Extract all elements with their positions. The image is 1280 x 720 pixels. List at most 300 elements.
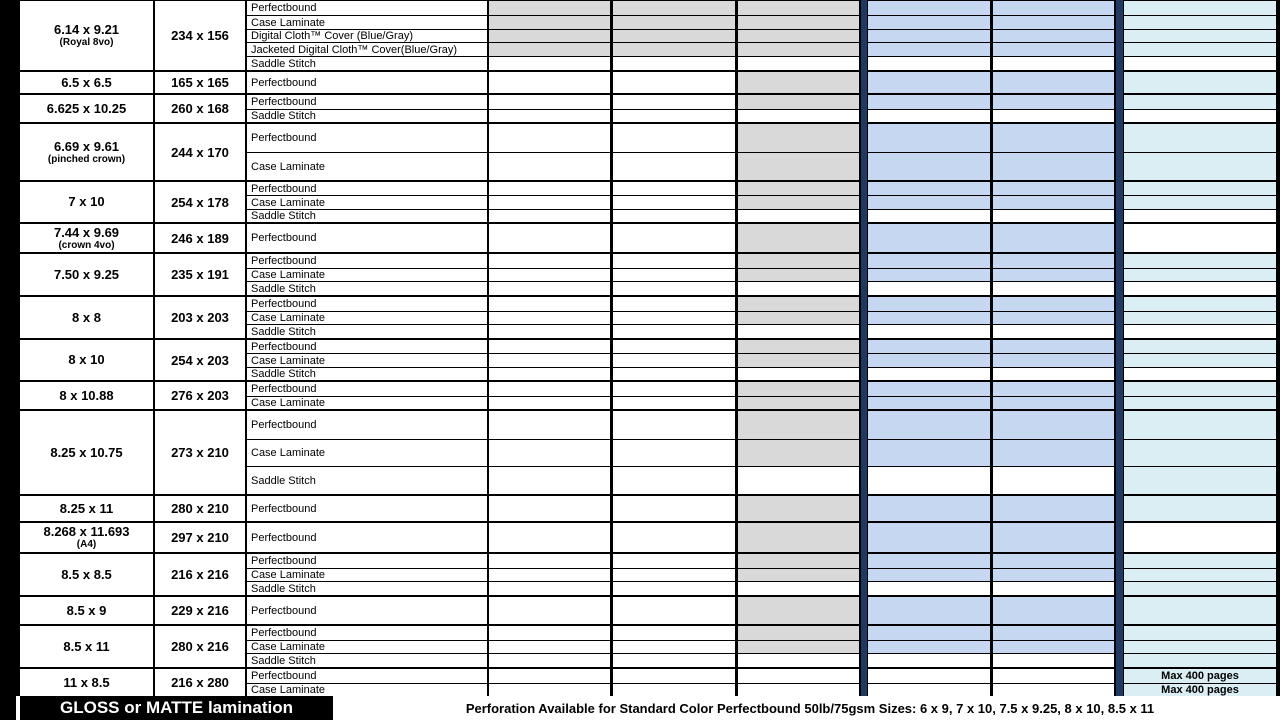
availability-cell [1124, 411, 1276, 439]
availability-cell [1124, 196, 1276, 209]
trim-size-inches [20, 496, 153, 521]
trim-size-mm: 260 x 168 [155, 95, 245, 122]
availability-cell [738, 282, 859, 295]
availability-cell [613, 210, 735, 222]
binding-type: Perfectbound [247, 340, 487, 353]
availability-cell [1124, 582, 1276, 595]
availability-cell [1124, 440, 1276, 466]
availability-cell [613, 153, 735, 180]
availability-cell [613, 16, 735, 29]
availability-cell [489, 1, 610, 15]
trim-size-value: 7 x 10 [68, 194, 105, 209]
availability-cell [738, 597, 859, 624]
availability-cell [489, 554, 610, 568]
availability-cell [738, 684, 859, 696]
availability-cell [993, 354, 1114, 367]
availability-cell [868, 297, 990, 311]
availability-cell [993, 684, 1114, 696]
binding-type: Saddle Stitch [247, 467, 487, 494]
trim-size-value: 8 x 8 [72, 309, 101, 325]
trim-size-subtitle: (A4) [76, 539, 97, 550]
availability-cell [868, 30, 990, 42]
availability-cell [613, 182, 735, 195]
availability-cell [868, 254, 990, 268]
trim-size-inches [20, 1, 153, 70]
trim-size-value: 7.50 x 9.25 [53, 266, 120, 282]
availability-cell [738, 654, 859, 667]
availability-cell [1124, 95, 1276, 109]
availability-cell [868, 641, 990, 653]
availability-cell [868, 354, 990, 367]
availability-cell [993, 467, 1114, 494]
availability-cell [993, 597, 1114, 624]
availability-cell [489, 254, 610, 268]
availability-cell [993, 554, 1114, 568]
availability-cell [993, 72, 1114, 93]
availability-cell [993, 210, 1114, 222]
availability-cell [1124, 182, 1276, 195]
availability-cell [1124, 269, 1276, 281]
availability-cell [489, 654, 610, 667]
trim-size-inches [20, 554, 153, 595]
trim-size-mm: 280 x 210 [155, 496, 245, 521]
availability-cell [738, 224, 859, 252]
lamination-label: GLOSS or MATTE lamination [20, 696, 333, 720]
availability-cell [489, 569, 610, 581]
binding-type: Case Laminate [247, 569, 487, 581]
availability-cell [993, 124, 1114, 152]
trim-size-mm: 254 x 178 [155, 182, 245, 222]
availability-cell [738, 269, 859, 281]
trim-size-inches [20, 382, 153, 409]
availability-cell [993, 312, 1114, 324]
availability-cell [489, 440, 610, 466]
trim-size-value: 11 x 8.5 [63, 674, 110, 690]
binding-type: Saddle Stitch [247, 210, 487, 222]
binding-type: Saddle Stitch [247, 582, 487, 595]
trim-size-mm: 273 x 210 [155, 411, 245, 494]
availability-cell [868, 95, 990, 109]
availability-cell [613, 626, 735, 640]
availability-cell [993, 297, 1114, 311]
trim-size-inches [20, 224, 153, 252]
binding-type: Case Laminate [247, 397, 487, 409]
trim-size-mm: 297 x 210 [155, 523, 245, 552]
trim-size-inches [20, 597, 153, 624]
availability-cell [738, 397, 859, 409]
column-group-separator [861, 0, 867, 696]
availability-cell [1124, 297, 1276, 311]
availability-cell [489, 43, 610, 56]
trim-size-value: 6.625 x 10.25 [46, 100, 127, 116]
availability-cell [1124, 210, 1276, 222]
availability-cell [613, 340, 735, 353]
availability-cell [489, 72, 610, 93]
availability-cell [868, 669, 990, 683]
availability-cell [489, 684, 610, 696]
availability-cell [868, 411, 990, 439]
availability-cell [738, 569, 859, 581]
trim-size-inches [20, 340, 153, 380]
availability-cell [613, 368, 735, 380]
availability-cell [868, 16, 990, 29]
trim-size-mm: 203 x 203 [155, 297, 245, 338]
availability-cell [1124, 153, 1276, 180]
trim-size-mm: 276 x 203 [155, 382, 245, 409]
availability-cell [868, 368, 990, 380]
availability-cell [738, 110, 859, 122]
availability-cell [868, 196, 990, 209]
binding-type: Case Laminate [247, 684, 487, 696]
binding-type: Case Laminate [247, 196, 487, 209]
availability-cell [868, 397, 990, 409]
binding-type: Perfectbound [247, 297, 487, 311]
binding-type: Perfectbound [247, 224, 487, 252]
availability-cell [489, 382, 610, 396]
availability-cell [738, 43, 859, 56]
availability-cell [993, 569, 1114, 581]
availability-cell [993, 269, 1114, 281]
availability-cell [868, 684, 990, 696]
trim-size-value: 8.268 x 11.693 [43, 524, 130, 539]
availability-cell [613, 641, 735, 653]
trim-size-inches [20, 72, 153, 93]
binding-type: Case Laminate [247, 16, 487, 29]
availability-cell [489, 669, 610, 683]
binding-type: Perfectbound [247, 669, 487, 683]
availability-cell [613, 43, 735, 56]
availability-cell [489, 182, 610, 195]
availability-cell [613, 397, 735, 409]
trim-size-inches [20, 411, 153, 494]
binding-type: Perfectbound [247, 626, 487, 640]
availability-cell [489, 153, 610, 180]
availability-cell [868, 654, 990, 667]
availability-cell [738, 440, 859, 466]
binding-type: Case Laminate [247, 153, 487, 180]
availability-cell [613, 282, 735, 295]
availability-cell [489, 30, 610, 42]
availability-cell [738, 95, 859, 109]
availability-cell [613, 569, 735, 581]
availability-cell [489, 57, 610, 70]
binding-type: Digital Cloth™ Cover (Blue/Gray) [247, 30, 487, 42]
availability-cell [868, 340, 990, 353]
binding-type: Case Laminate [247, 354, 487, 367]
binding-type: Saddle Stitch [247, 654, 487, 667]
availability-cell [489, 224, 610, 252]
binding-type: Saddle Stitch [247, 282, 487, 295]
availability-cell [613, 582, 735, 595]
binding-type: Saddle Stitch [247, 57, 487, 70]
trim-size-value: 8 x 10 [68, 352, 105, 367]
trim-size-value: 7.44 x 9.69 [53, 224, 120, 240]
availability-cell [738, 641, 859, 653]
binding-type: Saddle Stitch [247, 325, 487, 338]
availability-cell [489, 340, 610, 353]
availability-cell [868, 72, 990, 93]
availability-cell [613, 30, 735, 42]
availability-cell [993, 368, 1114, 380]
availability-cell [613, 124, 735, 152]
availability-cell [738, 182, 859, 195]
availability-cell [1124, 569, 1276, 581]
trim-size-value: 8.5 x 11 [63, 638, 110, 654]
availability-cell [993, 669, 1114, 683]
trim-size-value: 8.25 x 11 [59, 500, 114, 516]
availability-cell [1124, 368, 1276, 380]
availability-cell [738, 153, 859, 180]
trim-size-mm: 216 x 216 [155, 554, 245, 595]
availability-cell [738, 210, 859, 222]
trim-size-value: 8.5 x 9 [66, 602, 107, 618]
availability-cell [489, 467, 610, 494]
availability-cell [868, 1, 990, 15]
availability-cell [868, 597, 990, 624]
availability-cell [1124, 282, 1276, 295]
availability-cell [993, 254, 1114, 268]
availability-cell [738, 467, 859, 494]
availability-cell [738, 72, 859, 93]
page-limit-note: Max 400 pages [1124, 669, 1276, 683]
availability-cell [1124, 554, 1276, 568]
availability-cell [1124, 312, 1276, 324]
trim-size-subtitle: (pinched crown) [47, 153, 126, 165]
availability-cell [1124, 30, 1276, 42]
column-group-separator [1116, 0, 1123, 696]
left-border-strip [0, 0, 16, 720]
availability-cell [738, 411, 859, 439]
availability-cell [1124, 16, 1276, 29]
trim-size-value: 6.14 x 9.21 [53, 22, 120, 37]
availability-cell [738, 254, 859, 268]
availability-cell [613, 554, 735, 568]
availability-cell [489, 269, 610, 281]
availability-cell [1124, 254, 1276, 268]
availability-cell [613, 597, 735, 624]
availability-cell [993, 57, 1114, 70]
availability-cell [993, 95, 1114, 109]
availability-cell [613, 269, 735, 281]
availability-cell [613, 382, 735, 396]
availability-cell [993, 182, 1114, 195]
availability-cell [489, 523, 610, 552]
availability-cell [1124, 124, 1276, 152]
availability-cell [993, 325, 1114, 338]
trim-size-inches [20, 254, 153, 295]
availability-cell [738, 312, 859, 324]
availability-cell [489, 124, 610, 152]
availability-cell [1124, 57, 1276, 70]
trim-size-inches [20, 95, 153, 122]
availability-cell [1124, 496, 1276, 521]
availability-cell [613, 496, 735, 521]
binding-type: Saddle Stitch [247, 368, 487, 380]
availability-cell [613, 467, 735, 494]
trim-size-value: 6.5 x 6.5 [61, 74, 112, 90]
trim-size-inches [20, 523, 153, 552]
availability-cell [738, 30, 859, 42]
binding-type: Perfectbound [247, 95, 487, 109]
availability-cell [993, 397, 1114, 409]
availability-cell [868, 269, 990, 281]
availability-cell [868, 554, 990, 568]
availability-cell [868, 382, 990, 396]
availability-cell [993, 523, 1114, 552]
availability-cell [613, 1, 735, 15]
binding-type: Case Laminate [247, 312, 487, 324]
availability-cell [868, 110, 990, 122]
binding-type: Case Laminate [247, 440, 487, 466]
availability-cell [993, 110, 1114, 122]
trim-size-value: 8.25 x 10.75 [50, 444, 123, 460]
availability-cell [868, 282, 990, 295]
availability-cell [489, 368, 610, 380]
availability-cell [613, 297, 735, 311]
availability-cell [489, 325, 610, 338]
availability-cell [613, 95, 735, 109]
availability-cell [613, 440, 735, 466]
availability-cell [993, 1, 1114, 15]
trim-size-mm: 229 x 216 [155, 597, 245, 624]
availability-cell [1124, 1, 1276, 15]
availability-cell [738, 368, 859, 380]
binding-type: Perfectbound [247, 411, 487, 439]
availability-cell [868, 440, 990, 466]
availability-cell [738, 382, 859, 396]
availability-cell [738, 669, 859, 683]
trim-size-mm: 234 x 156 [155, 1, 245, 70]
binding-type: Perfectbound [247, 182, 487, 195]
availability-cell [738, 554, 859, 568]
binding-type: Case Laminate [247, 641, 487, 653]
availability-cell [1124, 354, 1276, 367]
binding-type: Perfectbound [247, 254, 487, 268]
trim-size-mm: 216 x 280 [155, 669, 245, 696]
availability-cell [1124, 224, 1276, 252]
availability-cell [993, 411, 1114, 439]
trim-size-mm: 165 x 165 [155, 72, 245, 93]
availability-cell [738, 297, 859, 311]
availability-cell [738, 354, 859, 367]
binding-type: Perfectbound [247, 72, 487, 93]
availability-cell [489, 582, 610, 595]
trim-size-subtitle: (Royal 8vo) [59, 37, 114, 48]
availability-cell [738, 582, 859, 595]
availability-cell [993, 153, 1114, 180]
availability-cell [868, 224, 990, 252]
availability-cell [1124, 340, 1276, 353]
trim-size-value: 8.5 x 8.5 [61, 566, 112, 582]
trim-size-mm: 254 x 203 [155, 340, 245, 380]
availability-cell [868, 582, 990, 595]
availability-cell [613, 523, 735, 552]
trim-size-inches [20, 124, 153, 180]
availability-cell [868, 210, 990, 222]
availability-cell [489, 95, 610, 109]
availability-cell [868, 523, 990, 552]
availability-cell [489, 354, 610, 367]
availability-cell [868, 325, 990, 338]
availability-cell [993, 30, 1114, 42]
trim-size-inches [20, 669, 153, 696]
trim-size-inches [20, 297, 153, 338]
availability-cell [868, 569, 990, 581]
availability-cell [489, 411, 610, 439]
availability-cell [613, 196, 735, 209]
availability-cell [489, 496, 610, 521]
availability-cell [993, 641, 1114, 653]
availability-cell [1124, 325, 1276, 338]
availability-cell [993, 382, 1114, 396]
availability-cell [489, 626, 610, 640]
availability-cell [489, 210, 610, 222]
availability-cell [613, 72, 735, 93]
availability-cell [993, 340, 1114, 353]
availability-cell [489, 397, 610, 409]
availability-cell [489, 641, 610, 653]
availability-cell [613, 411, 735, 439]
trim-size-mm: 246 x 189 [155, 224, 245, 252]
availability-cell [868, 626, 990, 640]
availability-cell [993, 626, 1114, 640]
trim-size-subtitle: (crown 4vo) [58, 239, 115, 251]
binding-type: Perfectbound [247, 382, 487, 396]
perforation-note: Perforation Available for Standard Color Perfectbound 50lb/75gsm Sizes: 6 x 9, 7 x 10, 7.5 x 9.25, 8 x 10, 8.5 x 11 [465, 700, 1155, 716]
availability-cell [993, 16, 1114, 29]
page-limit-note: Max 400 pages [1124, 684, 1276, 696]
availability-cell [613, 254, 735, 268]
availability-cell [489, 196, 610, 209]
binding-type: Perfectbound [247, 597, 487, 624]
binding-type: Jacketed Digital Cloth™ Cover(Blue/Gray) [247, 43, 487, 56]
availability-cell [489, 110, 610, 122]
availability-cell [613, 325, 735, 338]
availability-cell [1124, 72, 1276, 93]
availability-cell [489, 16, 610, 29]
trim-size-mm: 244 x 170 [155, 124, 245, 180]
availability-cell [993, 582, 1114, 595]
availability-cell [868, 312, 990, 324]
availability-cell [738, 16, 859, 29]
availability-cell [868, 124, 990, 152]
availability-cell [613, 669, 735, 683]
trim-size-value: 8 x 10.88 [59, 387, 114, 403]
trim-size-inches [20, 182, 153, 222]
availability-cell [1124, 43, 1276, 56]
availability-cell [613, 654, 735, 667]
availability-cell [868, 496, 990, 521]
availability-cell [1124, 626, 1276, 640]
binding-type: Case Laminate [247, 269, 487, 281]
availability-cell [738, 1, 859, 15]
availability-cell [1124, 654, 1276, 667]
availability-cell [613, 354, 735, 367]
availability-cell [868, 153, 990, 180]
availability-cell [1124, 110, 1276, 122]
trim-size-mm: 280 x 216 [155, 626, 245, 667]
availability-cell [489, 312, 610, 324]
availability-cell [613, 684, 735, 696]
binding-type: Perfectbound [247, 1, 487, 15]
binding-type: Perfectbound [247, 523, 487, 552]
availability-cell [738, 523, 859, 552]
availability-cell [489, 297, 610, 311]
availability-cell [993, 654, 1114, 667]
availability-cell [868, 57, 990, 70]
availability-cell [993, 440, 1114, 466]
availability-cell [613, 312, 735, 324]
